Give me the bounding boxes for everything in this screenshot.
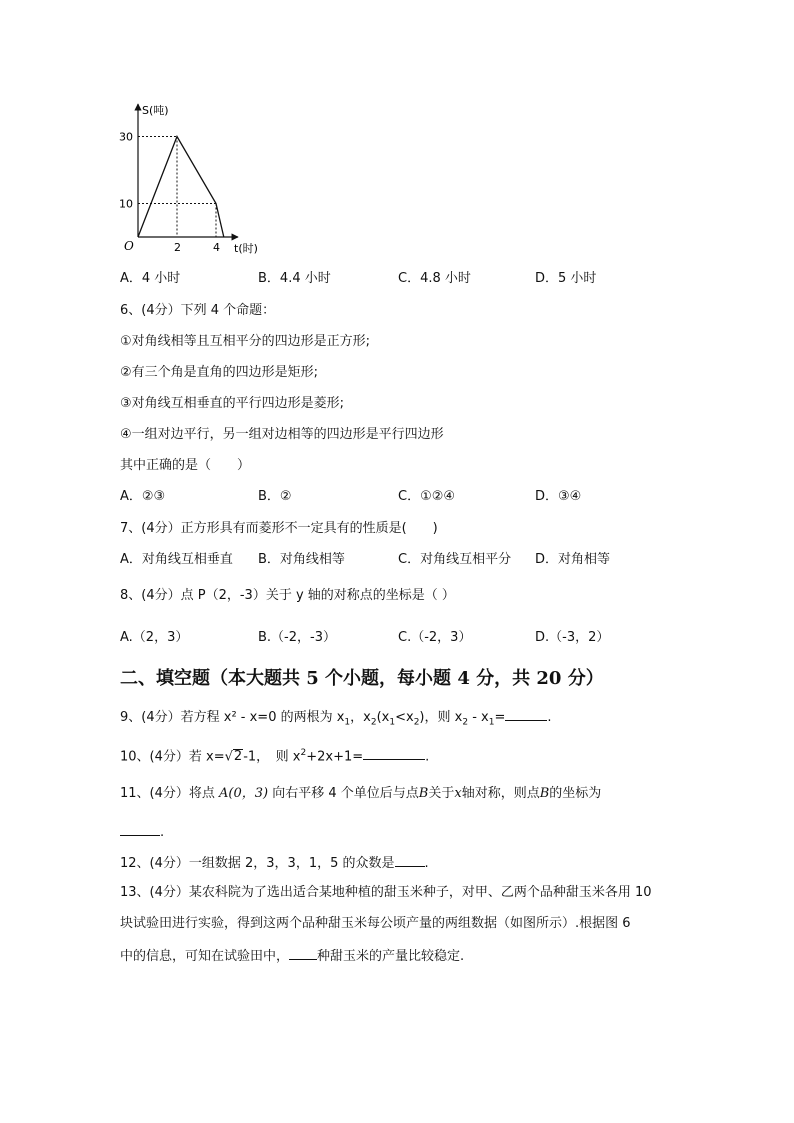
q13-line-3b: 种甜玉米的产量比较稳定. <box>317 949 465 964</box>
q7-option-d[interactable]: D．对角相等 <box>535 552 611 567</box>
q9-mid-3: <x <box>395 710 414 725</box>
y-axis-label: S(吨) <box>142 104 169 117</box>
q6-option-b[interactable]: B．② <box>258 489 292 504</box>
x-tick-2: 2 <box>174 241 181 254</box>
q9-end: . <box>547 710 552 725</box>
q13-answer-blank[interactable] <box>289 946 317 960</box>
y-tick-30: 30 <box>119 130 133 144</box>
q5-option-d[interactable]: D．5 小时 <box>535 271 597 286</box>
q11-answer-blank[interactable] <box>120 822 160 836</box>
q10-sup: 2 <box>300 748 307 758</box>
q9-mid-4: )，则 x <box>419 710 463 725</box>
q11-mid2: 关于 <box>428 786 455 801</box>
q9-sub-3: 1 <box>389 717 396 728</box>
q6-item-1: ①对角线相等且互相平分的四边形是正方形; <box>120 334 371 349</box>
q8-option-c[interactable]: C.（-2，3） <box>398 630 472 645</box>
q6-option-c[interactable]: C．①②④ <box>398 489 456 504</box>
q9-sub-4: 2 <box>413 717 420 728</box>
q6-option-d[interactable]: D．③④ <box>535 489 582 504</box>
q5-option-b[interactable]: B．4.4 小时 <box>258 271 331 286</box>
q11-suffix: 的坐标为 <box>549 786 602 801</box>
q7-option-b[interactable]: B．对角线相等 <box>258 552 345 567</box>
q13-line-3a: 中的信息，可知在试验田中， <box>120 949 290 964</box>
q12-line <box>120 853 429 873</box>
section-2-title: 二、填空题（本大题共 5 个小题，每小题 4 分，共 20 分） <box>120 668 604 689</box>
q12-answer-blank[interactable] <box>395 853 425 867</box>
q6-item-2: ②有三个角是直角的四边形是矩形; <box>120 365 319 380</box>
y-tick-10: 10 <box>119 197 133 211</box>
q10-radicand: 2 <box>233 749 243 765</box>
distance-time-graph <box>110 100 280 260</box>
q11-point: A(0，3) <box>219 786 269 801</box>
q10-end: . <box>425 749 430 765</box>
q11-axis: x <box>454 786 462 801</box>
x-axis-label: t(时) <box>234 242 258 255</box>
q10-after: -1， 则 x <box>243 749 301 765</box>
q11-b1: B <box>418 786 429 801</box>
q12-end: . <box>424 856 429 871</box>
q11-b2: B <box>539 786 550 801</box>
q11-prefix: 11、(4分）将点 <box>120 786 215 801</box>
q6-ask: 其中正确的是（ ） <box>120 458 251 473</box>
q11-line <box>120 785 601 803</box>
q9-sub-1: 1 <box>344 717 351 728</box>
q9-mid-2: (x <box>376 710 390 725</box>
q11-answer-line <box>120 822 164 842</box>
q11-end: . <box>160 825 165 840</box>
q10-line <box>120 744 429 766</box>
q7-option-a[interactable]: A．对角线互相垂直 <box>120 552 233 567</box>
q9-suffix: = <box>494 710 506 725</box>
origin-label: O <box>124 239 134 253</box>
q13-line-2: 块试验田进行实验，得到这两个品种甜玉米每公顷产量的两组数据（如图所示）.根据图 6 <box>120 916 631 931</box>
q10-prefix: 10、(4分）若 x= <box>120 749 225 765</box>
q7-stem: 7、(4分）正方形具有而菱形不一定具有的性质是( ) <box>120 521 438 536</box>
q6-item-4: ④一组对边平行，另一组对边相等的四边形是平行四边形 <box>120 427 444 442</box>
sqrt-sign-icon: √ <box>224 749 233 765</box>
q9-sub-2: 2 <box>370 717 377 728</box>
q6-item-3: ③对角线互相垂直的平行四边形是菱形; <box>120 396 345 411</box>
q10-answer-blank[interactable] <box>363 746 425 760</box>
q12-text: 12、(4分）一组数据 2，3，3，1，5 的众数是 <box>120 856 395 871</box>
x-tick-4: 4 <box>213 241 220 254</box>
q6-stem: 6、(4分）下列 4 个命题： <box>120 303 276 318</box>
q8-option-d[interactable]: D.（-3，2） <box>535 630 610 645</box>
q5-option-c[interactable]: C．4.8 小时 <box>398 271 471 286</box>
q7-option-c[interactable]: C．对角线互相平分 <box>398 552 512 567</box>
q9-mid-5: - x <box>468 710 489 725</box>
series-line <box>138 137 224 238</box>
q9-prefix: 9、(4分）若方程 x² - x=0 的两根为 x <box>120 710 345 725</box>
q9-sub-6: 1 <box>488 717 495 728</box>
q9-sub-5: 2 <box>462 717 469 728</box>
q13-line-3 <box>120 946 464 966</box>
q10-rest: +2x+1= <box>306 749 364 765</box>
q6-option-a[interactable]: A．②③ <box>120 489 166 504</box>
q8-option-a[interactable]: A.（2，3） <box>120 630 189 645</box>
q9-line <box>120 707 552 732</box>
q13-line-1: 13、(4分）某农科院为了选出适合某地种植的甜玉米种子，对甲、乙两个品种甜玉米各用 10 <box>120 885 652 900</box>
q11-mid3: 轴对称，则点 <box>461 786 540 801</box>
q11-mid: 向右平移 4 个单位后与点 <box>272 786 419 801</box>
q9-answer-blank[interactable] <box>505 707 547 721</box>
q9-mid-1: ，x <box>350 710 371 725</box>
q8-option-b[interactable]: B.（-2，-3） <box>258 630 336 645</box>
q8-stem: 8、(4分）点 P（2，-3）关于 y 轴的对称点的坐标是（ ） <box>120 588 455 603</box>
q5-option-a[interactable]: A．4 小时 <box>120 271 181 286</box>
